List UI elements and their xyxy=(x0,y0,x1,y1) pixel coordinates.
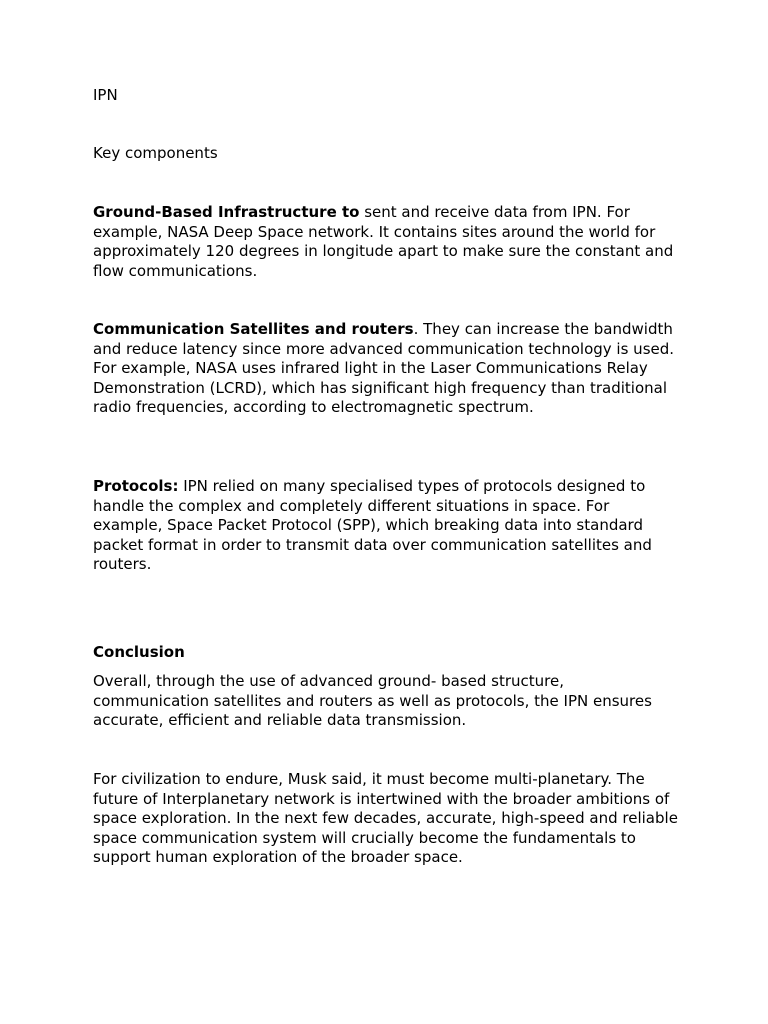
conclusion-paragraph-1: Overall, through the use of advanced ground- based structure, communication satellites and routers as well as protocols, the IPN ensures accurate, efficient and reliable data transmission. xyxy=(93,672,652,729)
section-communication-satellites xyxy=(93,320,683,418)
section-body: . They can increase the bandwidth and reduce latency since more advanced communication technology is used. For example, NASA uses infrared light in the Laser Communications Relay Demonstration (LCRD), which has significant high frequency than traditional radio frequencies, according to electromagnetic spectrum. xyxy=(93,320,675,416)
section-body: IPN relied on many specialised types of protocols designed to handle the complex and completely different situations in space. For example, Space Packet Protocol (SPP), which breaking data into standard packet format in order to transmit data over communication satellites and routers. xyxy=(93,477,652,573)
conclusion-paragraph-2: For civilization to endure, Musk said, it must become multi-planetary. The future of Interplanetary network is intertwined with the broader ambitions of space exploration. In the next few decades, accurate, high-speed and reliable space communication system will crucially become the fundamentals to support human exploration of the broader space. xyxy=(93,770,678,866)
key-components-label: Key components xyxy=(93,144,218,162)
conclusion-heading: Conclusion xyxy=(93,643,185,661)
section-body: sent and receive data from IPN. For example, NASA Deep Space network. It contains sites around the world for approximately 120 degrees in longitude apart to make sure the constant and flow communications. xyxy=(93,203,674,280)
section-heading: Protocols: xyxy=(93,477,179,495)
section-protocols xyxy=(93,477,683,575)
section-heading: Ground-Based Infrastructure to xyxy=(93,203,360,221)
section-ground-infrastructure xyxy=(93,203,683,281)
document-title: IPN xyxy=(93,86,118,104)
section-heading: Communication Satellites and routers xyxy=(93,320,414,338)
